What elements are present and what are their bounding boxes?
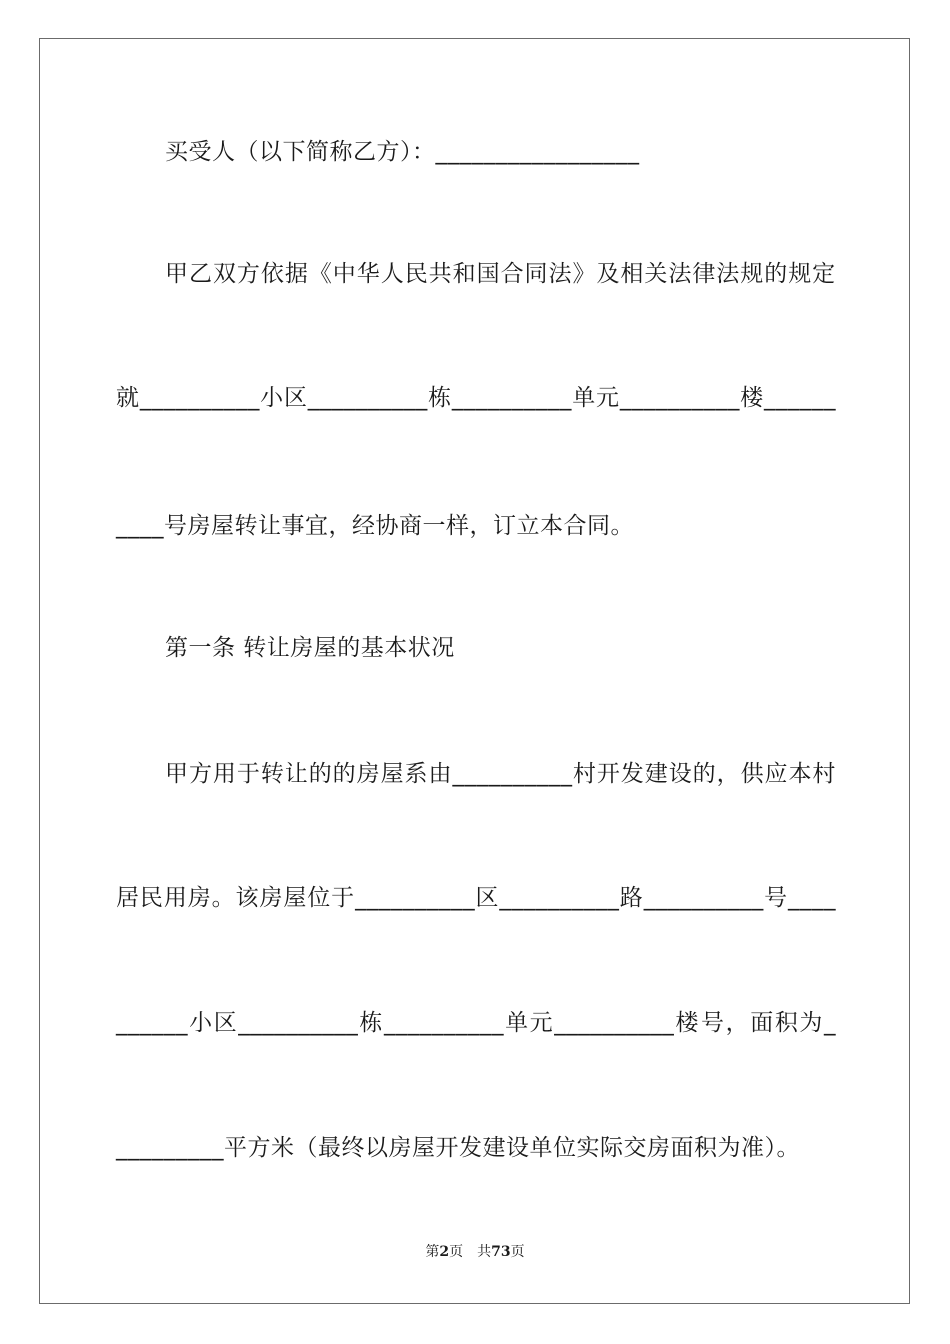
text-char: 法 xyxy=(548,261,572,287)
text-char: 应 xyxy=(764,761,789,787)
text-char: 律 xyxy=(692,261,716,287)
footer-page-prefix: 第 xyxy=(425,1244,440,1260)
text-char: 系 xyxy=(404,761,429,787)
text-char: 路 xyxy=(619,885,644,911)
text-char: 区 xyxy=(213,1010,238,1036)
text-char: 楼 xyxy=(740,385,764,411)
text-char: 人 xyxy=(380,261,405,287)
text-char: 依 xyxy=(260,261,285,287)
text-char: 积 xyxy=(774,1010,799,1036)
text-char: 的 xyxy=(308,761,333,787)
text-char: 甲 xyxy=(165,261,189,287)
text-char: 同 xyxy=(524,261,549,287)
text-char: 中 xyxy=(332,261,357,287)
blank-field: __________ xyxy=(139,385,260,411)
text-char: 房 xyxy=(187,885,212,911)
footer-page-number: 2 xyxy=(439,1244,450,1260)
text-char: 号 xyxy=(701,1010,725,1036)
text-char: 让 xyxy=(284,761,309,787)
text-char: 民 xyxy=(404,261,429,287)
text-char: 居 xyxy=(116,885,140,911)
text-char: 为 xyxy=(799,1010,823,1036)
text-char: 双 xyxy=(212,261,237,287)
footer-total-suffix: 页 xyxy=(510,1244,525,1260)
footer-total-prefix: 共 xyxy=(477,1244,492,1260)
agreement-basis-line xyxy=(165,259,836,289)
text-char: 乙 xyxy=(188,261,213,287)
text-char: 于 xyxy=(331,885,355,911)
text-char: 相 xyxy=(620,261,644,287)
text-char: 的 xyxy=(692,761,717,787)
blank-field: ____ xyxy=(788,885,836,911)
text-char: 国 xyxy=(476,261,501,287)
footer-page-suffix: 页 xyxy=(449,1244,464,1260)
text-char: 村 xyxy=(572,761,597,787)
blank-field: __________ xyxy=(355,885,476,911)
text-char: 及 xyxy=(596,261,620,287)
text-char: 小 xyxy=(260,385,284,411)
text-char: 屋 xyxy=(283,885,307,911)
blank-field: __________ xyxy=(619,385,740,411)
text-char: ， xyxy=(716,761,741,787)
text-char: 发 xyxy=(620,761,645,787)
property-origin-line xyxy=(165,759,836,789)
text-char: 华 xyxy=(356,261,381,287)
text-char: 面 xyxy=(750,1010,774,1036)
text-char: 转 xyxy=(260,761,285,787)
text-char: 关 xyxy=(644,261,668,287)
text-char: 的 xyxy=(764,261,788,287)
text-char: 区 xyxy=(475,885,499,911)
property-location-line-1 xyxy=(116,883,836,913)
text-char: 小 xyxy=(189,1010,213,1036)
blank-field: __________ xyxy=(307,385,428,411)
text-char: 屋 xyxy=(380,761,405,787)
page-footer xyxy=(0,1243,950,1261)
text-char: 规 xyxy=(788,261,812,287)
text-char: 村 xyxy=(812,761,836,787)
text-char: 用 xyxy=(212,761,237,787)
text-char: 元 xyxy=(596,385,620,411)
property-area-line: _________平方米（最终以房屋开发建设单位实际交房面积为准）。 xyxy=(116,1135,800,1161)
text-char: 方 xyxy=(236,261,261,287)
text-char: 区 xyxy=(283,385,308,411)
blank-field: __________ xyxy=(643,885,764,911)
text-char: 单 xyxy=(505,1010,529,1036)
text-char: 由 xyxy=(428,761,452,787)
text-char: 建 xyxy=(644,761,669,787)
text-char: 甲 xyxy=(165,761,189,787)
text-char: 。 xyxy=(211,885,236,911)
blank-field: __________ xyxy=(238,1010,359,1036)
property-address-line-2: ____号房屋转让事宜，经协商一样，订立本合同。 xyxy=(116,513,634,539)
text-char: 法 xyxy=(668,261,692,287)
property-location-line-2 xyxy=(116,1008,836,1038)
text-char: 元 xyxy=(529,1010,554,1036)
text-char: 楼 xyxy=(675,1010,699,1036)
text-char: 方 xyxy=(188,761,213,787)
text-char: 位 xyxy=(307,885,331,911)
article-one-heading: 第一条 转让房屋的基本状况 xyxy=(165,635,455,661)
text-char: 法 xyxy=(716,261,740,287)
text-char: 栋 xyxy=(428,385,452,411)
text-char: 据 xyxy=(284,261,309,287)
blank-field: ______ xyxy=(763,385,836,411)
text-char: 定 xyxy=(812,261,836,287)
text-char: 用 xyxy=(163,885,188,911)
text-char: 的 xyxy=(332,761,357,787)
text-char: 房 xyxy=(356,761,381,787)
text-char: 房 xyxy=(259,885,283,911)
text-char: 单 xyxy=(572,385,596,411)
text-char: 民 xyxy=(139,885,164,911)
buyer-line: 买受人（以下简称乙方）：_________________ xyxy=(165,139,640,165)
blank-field: __________ xyxy=(383,1010,504,1036)
page-border xyxy=(39,38,910,1304)
blank-field: ______ xyxy=(116,1010,188,1036)
text-char: 设 xyxy=(668,761,693,787)
footer-total-pages: 73 xyxy=(491,1244,511,1260)
text-char: 号 xyxy=(764,885,788,911)
text-char: 该 xyxy=(235,885,260,911)
blank-field: _ xyxy=(824,1010,836,1036)
text-char: 于 xyxy=(236,761,261,787)
text-char: 合 xyxy=(500,261,525,287)
blank-field: __________ xyxy=(554,1010,675,1036)
text-char: 本 xyxy=(788,761,812,787)
text-char: 开 xyxy=(596,761,621,787)
blank-field: __________ xyxy=(452,761,573,787)
blank-field: __________ xyxy=(499,885,620,911)
text-char: 规 xyxy=(740,261,764,287)
text-char: ， xyxy=(725,1010,750,1036)
text-char: 共 xyxy=(428,261,453,287)
text-char: 《 xyxy=(308,261,333,287)
text-char: 供 xyxy=(740,761,765,787)
text-char: 和 xyxy=(452,261,477,287)
blank-field: __________ xyxy=(451,385,572,411)
text-char: 就 xyxy=(116,385,140,411)
text-char: 栋 xyxy=(359,1010,383,1036)
text-char: 》 xyxy=(572,261,596,287)
property-address-line-1 xyxy=(116,383,836,413)
